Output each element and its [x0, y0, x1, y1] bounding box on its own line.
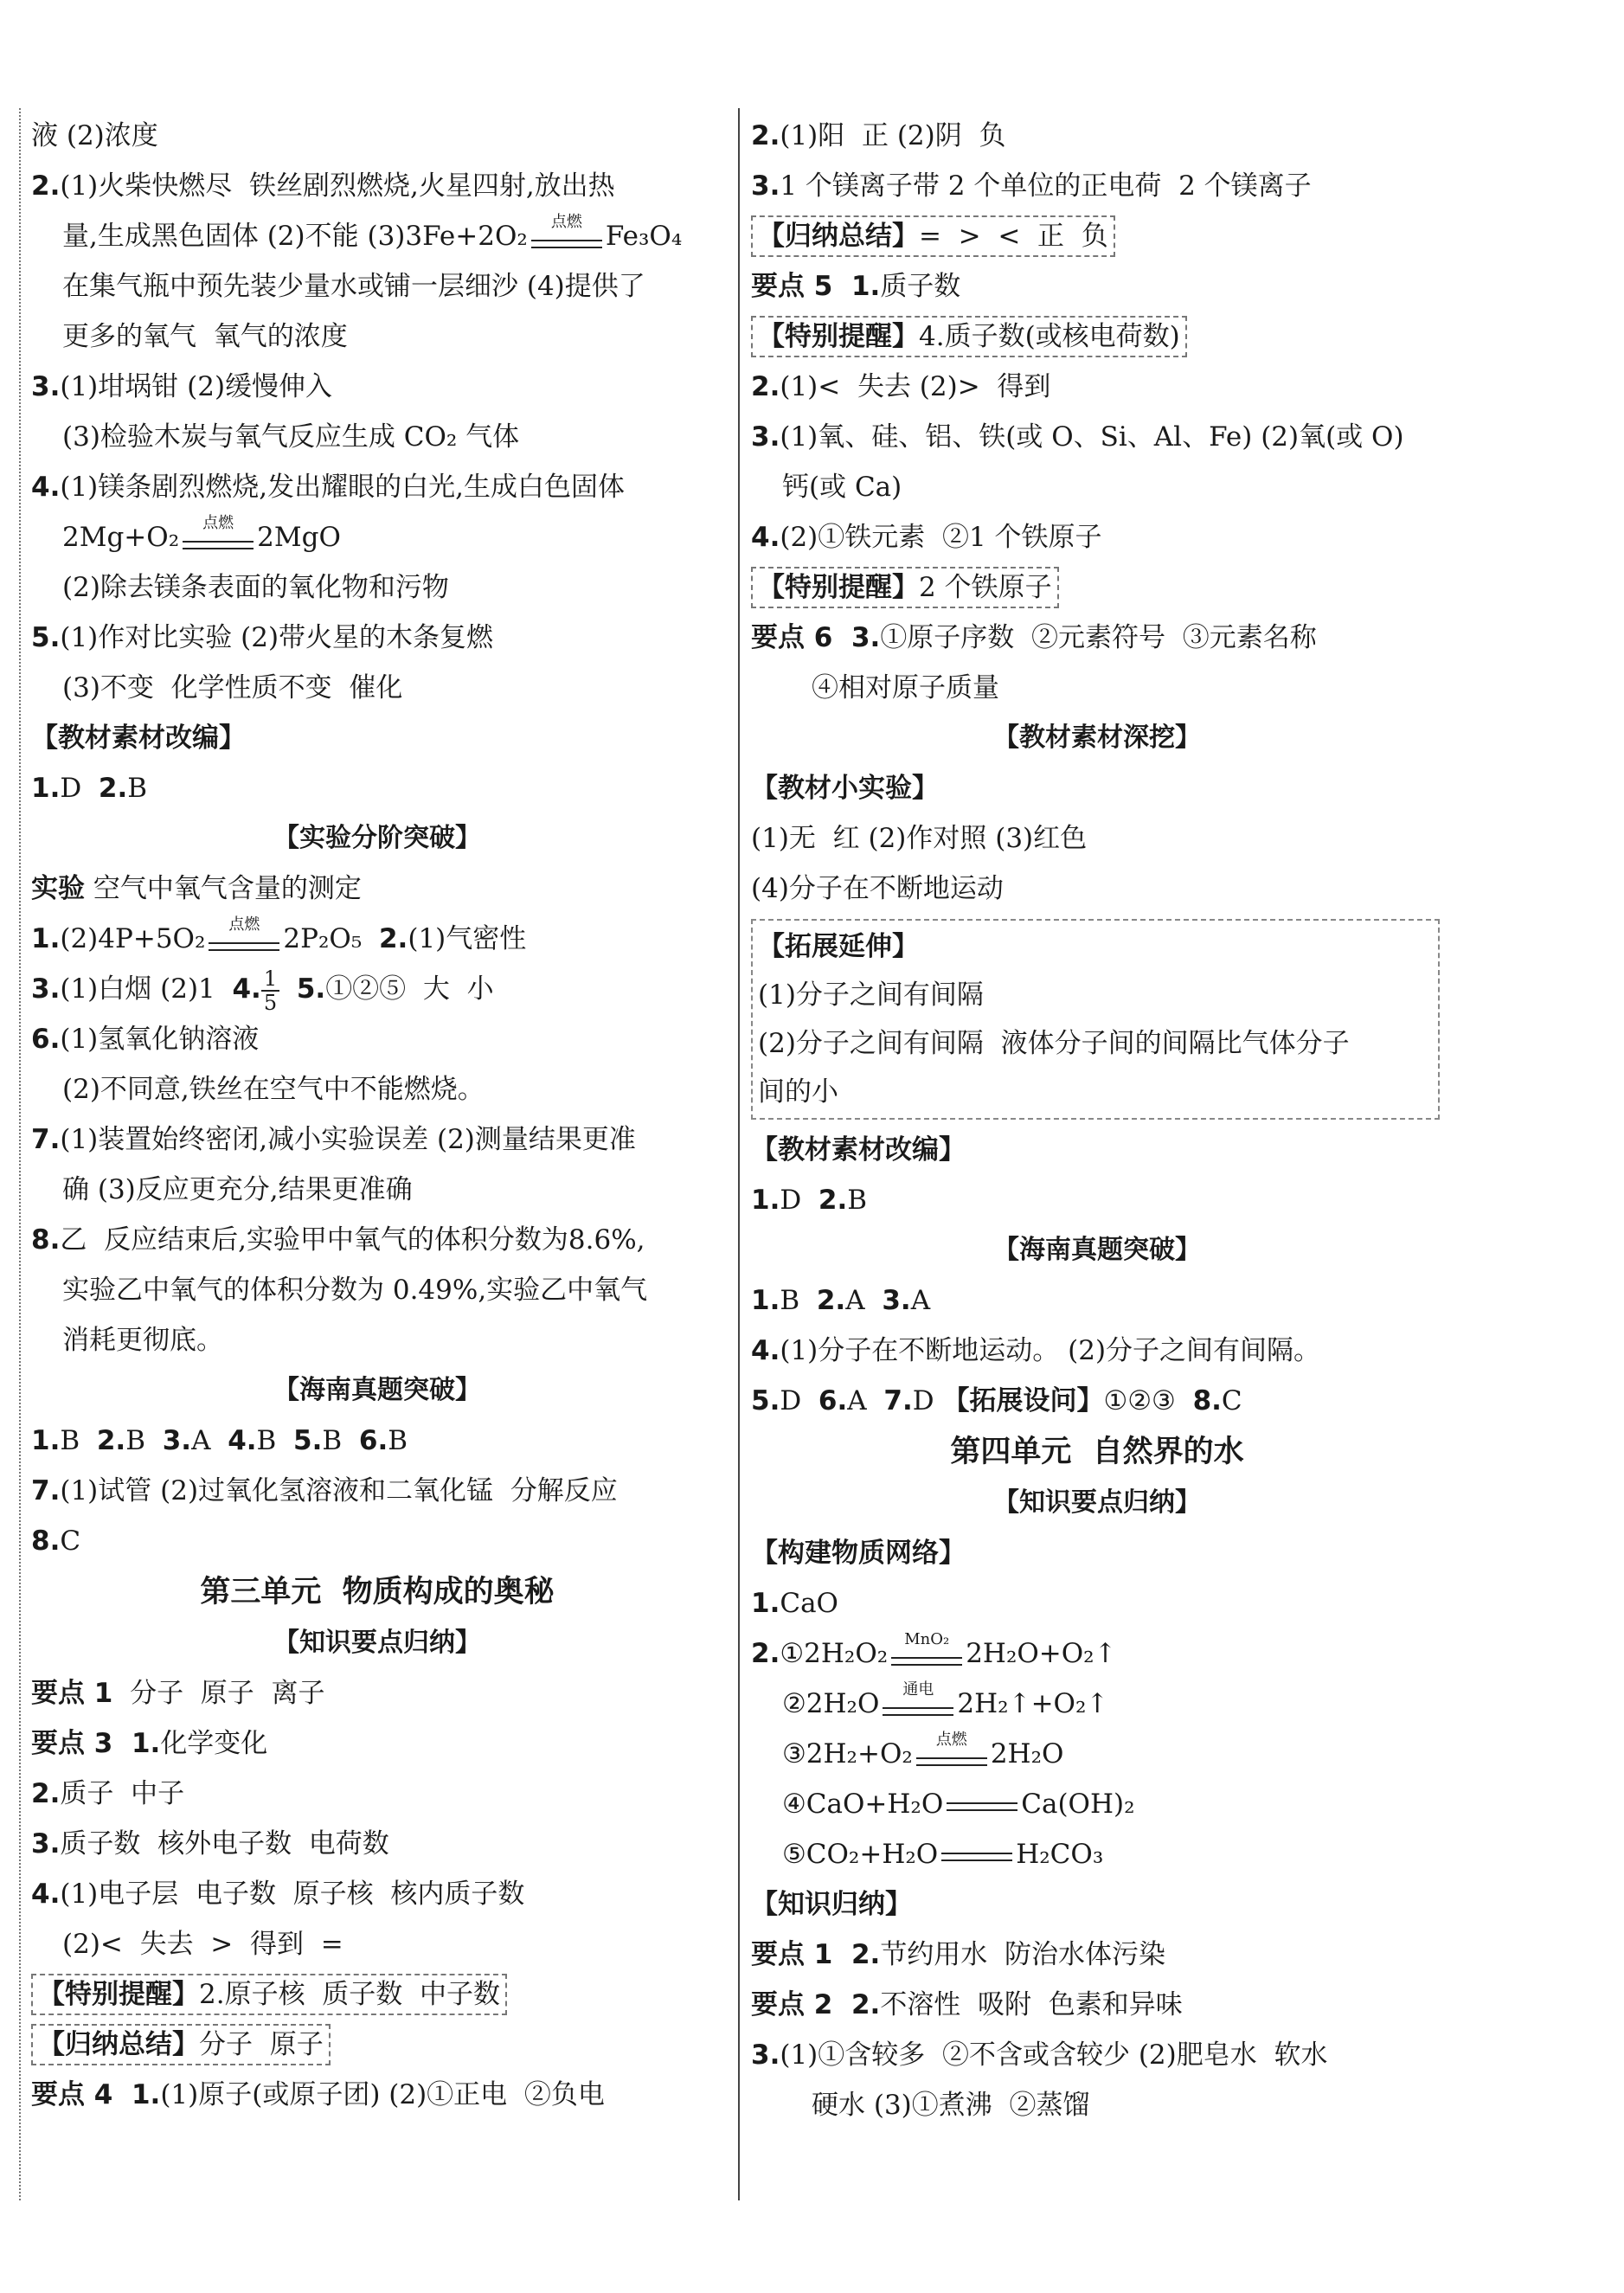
answer-line [31, 362, 723, 412]
answer-line [31, 1014, 723, 1064]
answer-line [751, 2080, 1443, 2130]
answer-line [31, 1919, 723, 1969]
key-point-label: 要点 2 [751, 1989, 833, 2020]
answer-line [31, 1265, 723, 1315]
key-point-label: 要点 1 [751, 1939, 833, 1970]
answer-line [31, 462, 723, 512]
answer-line [758, 1019, 1433, 1068]
answer-line [751, 1628, 1443, 1679]
section-header-text: 【海南真题突破】 [993, 1235, 1201, 1265]
reaction-condition: 点燃 [935, 1730, 967, 1749]
section-header [751, 1225, 1443, 1275]
answer-line [751, 763, 1443, 813]
answer-text: 实验乙中氧气的体积分数为 0.49%,实验乙中氧气 [62, 1275, 648, 1306]
answer-line [31, 1114, 723, 1165]
equation-reactants: 4P+5O₂ [98, 923, 206, 954]
chemical-equation [806, 1789, 1135, 1820]
answer-line [751, 1578, 1443, 1628]
answer-text: B [125, 1425, 163, 1456]
question-number: 3. [751, 2039, 780, 2071]
equals-sign-icon [205, 915, 283, 958]
answer-line [31, 1416, 723, 1466]
answer-line [31, 1969, 723, 2020]
equals-sign-icon [913, 1730, 991, 1773]
answer-line [31, 964, 723, 1014]
answer-text: (1)作对比实验 (2)带火星的木条复燃 [60, 622, 494, 653]
answer-line [31, 261, 723, 312]
equation-reactants: 3Fe+2O₂ [405, 221, 528, 252]
question-number: 8. [31, 1525, 61, 1557]
answer-line [758, 1068, 1433, 1116]
answer-line [751, 211, 1443, 261]
double-bar-icon [209, 942, 279, 951]
answer-line [751, 1679, 1443, 1729]
chemical-equation [806, 1680, 1109, 1719]
answer-text: (1)< 失去 (2)> 得到 [780, 371, 1051, 402]
question-number: 2. [378, 923, 408, 954]
answer-line [751, 462, 1443, 512]
tip-box [751, 316, 1187, 357]
answer-line [751, 161, 1443, 211]
answer-text: B [780, 1285, 817, 1316]
answer-text: ①②⑤ 大 小 [325, 973, 494, 1005]
question-number: 2. [816, 1285, 846, 1316]
answer-text: 在集气瓶中预先装少量水或铺一层细沙 (4)提供了 [62, 271, 645, 302]
double-bar-icon [531, 240, 602, 248]
key-point-label: 要点 1 [31, 1678, 113, 1709]
answer-line [31, 312, 723, 362]
section-tag: 【教材小实验】 [751, 773, 939, 804]
unit-title [751, 1426, 1443, 1478]
answer-text: ④ [782, 1789, 806, 1820]
answer-text: 1 个镁离子带 2 个单位的正电荷 2 个镁离子 [780, 170, 1312, 202]
tip-text: 2 个铁原子 [919, 572, 1052, 603]
answer-text: 质子 中子 [60, 1778, 185, 1809]
answer-text: A [191, 1425, 228, 1456]
answer-text: (1)氧、硅、铝、铁(或 O、Si、Al、Fe) (2)氧(或 O) [780, 421, 1404, 453]
answer-line [751, 1930, 1443, 1980]
tip-text: 分子 原子 [199, 2029, 324, 2060]
answer-text: C [1221, 1385, 1242, 1416]
chemical-equation [98, 915, 363, 954]
answer-line [758, 971, 1433, 1019]
answer-line [31, 1718, 723, 1769]
question-number: 8. [1192, 1385, 1222, 1416]
question-number: 3. [751, 170, 780, 202]
equation-products: 2H₂O+O₂↑ [966, 1638, 1117, 1669]
question-number: 2. [818, 1185, 848, 1216]
answer-text: 硬水 (3)①煮沸 ②蒸馏 [812, 2090, 1090, 2121]
answer-line [751, 1326, 1443, 1376]
answer-text: ①②③ [1103, 1385, 1193, 1416]
equation-reactants: 2H₂O [806, 1688, 880, 1719]
section-header [31, 1618, 723, 1668]
answer-line [751, 362, 1443, 412]
equals-sign-icon [179, 513, 257, 556]
answer-line [751, 412, 1443, 462]
key-point-label: 要点 3 [31, 1728, 113, 1759]
key-point-label: 实验 [31, 873, 85, 904]
question-number: 1. [112, 2079, 161, 2110]
answer-text: B [60, 1425, 97, 1456]
answer-text: (1)无 红 (2)作对照 (3)红色 [751, 823, 1088, 854]
equation-reactants: 2H₂+O₂ [806, 1738, 913, 1770]
answer-text: (1)火柴快燃尽 铁丝剧烈燃烧,火星四射,放出热 [60, 170, 615, 202]
answer-text: 消耗更彻底。 [62, 1325, 223, 1356]
answer-text: D [780, 1385, 818, 1416]
question-number: 2. [832, 1939, 881, 1970]
answer-line [751, 1175, 1443, 1225]
answer-text: 更多的氧气 氧气的浓度 [62, 321, 348, 352]
answer-line [31, 161, 723, 211]
answer-line [751, 1275, 1443, 1326]
question-number: 4. [751, 1335, 780, 1366]
answer-line [751, 864, 1443, 914]
answer-line [31, 864, 723, 914]
answer-line [31, 763, 723, 813]
answer-line [31, 1869, 723, 1919]
answer-text: A [847, 1385, 884, 1416]
section-header-text: 【知识要点归纳】 [273, 1628, 481, 1658]
answer-text: ③ [782, 1738, 806, 1770]
question-number: 1. [832, 271, 881, 302]
question-number: 7. [31, 1475, 61, 1506]
answer-text: D [60, 773, 99, 804]
answer-line [751, 1879, 1443, 1930]
answer-text: (2)①铁元素 ②1 个铁原子 [780, 522, 1102, 553]
section-header [31, 1365, 723, 1416]
question-number: 1. [751, 1588, 780, 1619]
answer-text: (1)氢氧化钠溶液 [60, 1024, 260, 1055]
equation-products: 2MgO [257, 522, 341, 553]
chemical-equation [806, 1839, 1103, 1870]
answer-text: D [780, 1185, 818, 1216]
answer-text: 分子 原子 离子 [112, 1678, 325, 1709]
tip-box [751, 215, 1115, 257]
answer-text: 化学变化 [160, 1728, 268, 1759]
answer-text: (2)< 失去 > 得到 = [62, 1929, 343, 1960]
answer-line [751, 312, 1443, 362]
answer-line [31, 2020, 723, 2070]
answer-line [751, 1829, 1443, 1879]
question-number: 2. [96, 1425, 126, 1456]
fraction-numerator: 1 [261, 967, 279, 992]
answer-line [31, 562, 723, 613]
section-header [31, 813, 723, 864]
answer-line [31, 1769, 723, 1819]
answer-text: ④相对原子质量 [812, 672, 999, 703]
tip-label: 【特别提醒】 [758, 572, 919, 603]
question-number: 2. [98, 773, 128, 804]
column-divider [738, 108, 740, 2200]
answer-text: 不溶性 吸附 色素和异味 [880, 1989, 1183, 2020]
answer-text: (1)白烟 (2)1 [60, 973, 233, 1005]
answer-line [31, 412, 723, 462]
question-number: 3. [751, 421, 780, 453]
tip-box [31, 2024, 331, 2065]
answer-text: (2) [60, 923, 99, 954]
answer-line [751, 562, 1443, 613]
answer-line [31, 1064, 723, 1114]
question-number: 7. [31, 1124, 61, 1155]
answer-text: ①原子序数 ②元素符号 ③元素名称 [880, 622, 1317, 653]
answer-text: C [60, 1525, 81, 1557]
answer-text: (1)阳 正 (2)阴 负 [780, 120, 1006, 151]
question-number: 1. [751, 1185, 780, 1216]
section-header [751, 1478, 1443, 1528]
answer-text: 量,生成黑色固体 (2)不能 (3) [62, 221, 406, 252]
double-bar-icon [941, 1853, 1012, 1861]
reaction-condition: 点燃 [228, 915, 260, 934]
unit-title-text: 第三单元 物质构成的奥秘 [200, 1575, 555, 1609]
tip-box [31, 1974, 507, 2015]
chemical-equation [804, 1629, 1117, 1669]
tip-label: 【归纳总结】 [758, 221, 919, 252]
section-tag: 【拓展延伸】 [758, 931, 919, 962]
tip-box [751, 567, 1059, 608]
answer-line [751, 1729, 1443, 1779]
chemical-equation [62, 513, 341, 553]
key-point-label: 要点 5 [751, 271, 833, 302]
answer-line [751, 813, 1443, 864]
answer-line [758, 922, 1433, 971]
equation-products: Ca(OH)₂ [1021, 1789, 1135, 1820]
double-bar-icon [891, 1657, 962, 1666]
key-point-label: 要点 4 [31, 2079, 113, 2110]
chemical-equation [405, 212, 683, 252]
extension-box [751, 919, 1440, 1120]
answer-text: B [256, 1425, 294, 1456]
question-number: 4. [232, 973, 261, 1005]
equals-sign-icon [888, 1629, 966, 1673]
equation-reactants: CaO+H₂O [806, 1789, 944, 1820]
answer-text: (1)装置始终密闭,减小实验误差 (2)测量结果更准 [60, 1124, 636, 1155]
answer-text: (1)坩埚钳 (2)缓慢伸入 [60, 371, 333, 402]
unit-title-text: 第四单元 自然界的水 [950, 1435, 1244, 1469]
answer-line [31, 914, 723, 964]
question-number: 2. [751, 1638, 780, 1669]
answer-text: ① [780, 1638, 805, 1669]
double-bar-icon [183, 541, 254, 549]
answer-line [31, 1466, 723, 1516]
answer-line [751, 512, 1443, 562]
answer-line [31, 1215, 723, 1265]
spacer-text [279, 973, 297, 1005]
section-header-text: 【实验分阶突破】 [273, 823, 481, 853]
answer-line [751, 111, 1443, 161]
answer-line [751, 663, 1443, 713]
question-number: 1. [112, 1728, 161, 1759]
section-tag: 【教材素材改编】 [31, 723, 246, 754]
section-tag: 【拓展设问】 [942, 1385, 1104, 1416]
answer-line [751, 1779, 1443, 1829]
fraction-denominator: 5 [263, 990, 278, 1015]
question-number: 1. [31, 773, 61, 804]
question-number: 3. [882, 1285, 911, 1316]
section-header-text: 【教材素材深挖】 [993, 723, 1201, 753]
tip-label: 【特别提醒】 [38, 1979, 199, 2010]
question-number: 2. [31, 170, 61, 202]
equals-sign-icon [879, 1680, 957, 1723]
answer-text: (1)气密性 [408, 923, 527, 954]
question-number: 2. [751, 120, 780, 151]
equals-sign-icon [943, 1789, 1021, 1823]
equation-reactants: 2H₂O₂ [804, 1638, 889, 1669]
question-number: 5. [31, 622, 61, 653]
answer-text: A [845, 1285, 883, 1316]
question-number: 3. [31, 1828, 61, 1859]
question-number: 2. [31, 1778, 61, 1809]
double-bar-icon [883, 1707, 953, 1716]
answer-text: (1)镁条剧烈燃烧,发出耀眼的白光,生成白色固体 [60, 472, 625, 503]
tip-label: 【归纳总结】 [38, 2029, 199, 2060]
question-number: 1. [31, 923, 61, 954]
key-point-label: 要点 6 [751, 622, 833, 653]
answer-text: 乙 反应结束后,实验甲中氧气的体积分数为8.6%, [60, 1224, 645, 1256]
fraction [261, 967, 279, 1014]
answer-text: (3)不变 化学性质不变 催化 [62, 672, 403, 703]
answer-line [31, 1165, 723, 1215]
equation-products: Fe₃O₄ [605, 221, 683, 252]
answer-line [31, 663, 723, 713]
answer-line [751, 1376, 1443, 1426]
question-number: 3. [162, 1425, 192, 1456]
question-number: 6. [818, 1385, 848, 1416]
answer-text: A [910, 1285, 931, 1316]
right-column [751, 111, 1443, 2130]
answer-text: 钙(或 Ca) [782, 472, 902, 503]
question-number: 6. [31, 1024, 61, 1055]
answer-line [751, 2030, 1443, 2080]
question-number: 3. [31, 973, 61, 1005]
equals-sign-icon [528, 212, 606, 255]
answer-text: ⑤ [782, 1839, 806, 1870]
answer-text: (1)试管 (2)过氧化氢溶液和二氧化锰 分解反应 [60, 1475, 618, 1506]
answer-line [31, 1668, 723, 1718]
answer-text: 间的小 [758, 1076, 838, 1108]
equation-reactants: CO₂+H₂O [806, 1839, 939, 1870]
equals-sign-icon [938, 1839, 1016, 1873]
question-number: 2. [751, 371, 780, 402]
question-number: 4. [228, 1425, 257, 1456]
reaction-condition: 通电 [902, 1680, 934, 1699]
answer-line [31, 111, 723, 161]
answer-line [31, 613, 723, 663]
answer-text: (4)分子在不断地运动 [751, 873, 1004, 904]
answer-text: 质子数 [880, 271, 961, 302]
equation-products: 2H₂O [990, 1738, 1064, 1770]
section-header-text: 【海南真题突破】 [273, 1375, 481, 1405]
equation-products: 2P₂O₅ [283, 923, 363, 954]
equation-reactants: 2Mg+O₂ [62, 522, 180, 553]
question-number: 1. [31, 1425, 61, 1456]
question-number: 8. [31, 1224, 61, 1256]
double-bar-icon [916, 1757, 987, 1766]
question-number: 6. [358, 1425, 388, 1456]
question-number: 3. [832, 622, 881, 653]
answer-line [751, 1980, 1443, 2030]
question-number: 5. [296, 973, 326, 1005]
answer-text: 液 (2)浓度 [31, 120, 158, 151]
answer-line [31, 713, 723, 763]
answer-text: 空气中氧气含量的测定 [85, 873, 362, 904]
answer-text: ② [782, 1688, 806, 1719]
reaction-condition: 点燃 [550, 212, 582, 231]
left-margin-rule [19, 108, 22, 2200]
answer-text: (1)电子层 电子数 原子核 核内质子数 [60, 1879, 525, 1910]
tip-text: 2.原子核 质子数 中子数 [199, 1979, 500, 2010]
answer-text: (2)不同意,铁丝在空气中不能燃烧。 [62, 1074, 485, 1105]
section-header [751, 713, 1443, 763]
answer-text: (1)分子在不断地运动。 (2)分子之间有间隔。 [780, 1335, 1321, 1366]
answer-line [751, 613, 1443, 663]
answer-line [31, 211, 723, 261]
answer-text: B [322, 1425, 359, 1456]
answer-text: D [912, 1385, 943, 1416]
answer-text: (1)原子(或原子团) (2)①正电 ②负电 [160, 2079, 605, 2110]
tip-label: 【特别提醒】 [758, 321, 919, 352]
unit-title [31, 1566, 723, 1618]
answer-line [31, 1516, 723, 1566]
answer-text: (2)除去镁条表面的氧化物和污物 [62, 572, 449, 603]
answer-line [31, 1819, 723, 1869]
question-number: 4. [751, 522, 780, 553]
spacer-text [362, 923, 379, 954]
question-number: 5. [751, 1385, 780, 1416]
section-header-text: 【知识要点归纳】 [993, 1487, 1201, 1518]
tip-text: = > < 正 负 [919, 221, 1108, 252]
tip-text: 4.质子数(或核电荷数) [919, 321, 1180, 352]
question-number: 2. [832, 1989, 881, 2020]
left-column [31, 111, 723, 2120]
answer-line [751, 261, 1443, 312]
double-bar-icon [947, 1802, 1017, 1811]
answer-text: (2)分子之间有间隔 液体分子间的间隔比气体分子 [758, 1028, 1350, 1059]
question-number: 5. [293, 1425, 323, 1456]
question-number: 4. [31, 472, 61, 503]
equation-products: H₂CO₃ [1016, 1839, 1104, 1870]
answer-line [31, 2070, 723, 2120]
answer-text: CaO [780, 1588, 838, 1619]
answer-text: 确 (3)反应更充分,结果更准确 [62, 1174, 413, 1205]
section-tag: 【知识归纳】 [751, 1889, 912, 1920]
answer-line [751, 1528, 1443, 1578]
reaction-condition: 点燃 [202, 513, 234, 532]
question-number: 3. [31, 371, 61, 402]
question-number: 1. [751, 1285, 780, 1316]
answer-text: (3)检验木炭与氧气反应生成 CO₂ 气体 [62, 421, 520, 453]
answer-text: B [388, 1425, 408, 1456]
answer-line [751, 1125, 1443, 1175]
answer-text: B [847, 1185, 868, 1216]
chemical-equation [806, 1730, 1064, 1770]
section-tag: 【教材素材改编】 [751, 1134, 966, 1166]
answer-line [31, 1315, 723, 1365]
equation-products: 2H₂↑+O₂↑ [957, 1688, 1109, 1719]
answer-text: (1)分子之间有间隔 [758, 980, 984, 1011]
reaction-condition: MnO₂ [904, 1629, 950, 1648]
answer-text: B [127, 773, 148, 804]
section-tag: 【构建物质网络】 [751, 1538, 966, 1569]
answer-text: 质子数 核外电子数 电荷数 [60, 1828, 389, 1859]
answer-text: 节约用水 防治水体污染 [880, 1939, 1166, 1970]
answer-text: (1)①含较多 ②不含或含较少 (2)肥皂水 软水 [780, 2039, 1328, 2071]
question-number: 4. [31, 1879, 61, 1910]
question-number: 7. [883, 1385, 913, 1416]
answer-line [31, 512, 723, 562]
